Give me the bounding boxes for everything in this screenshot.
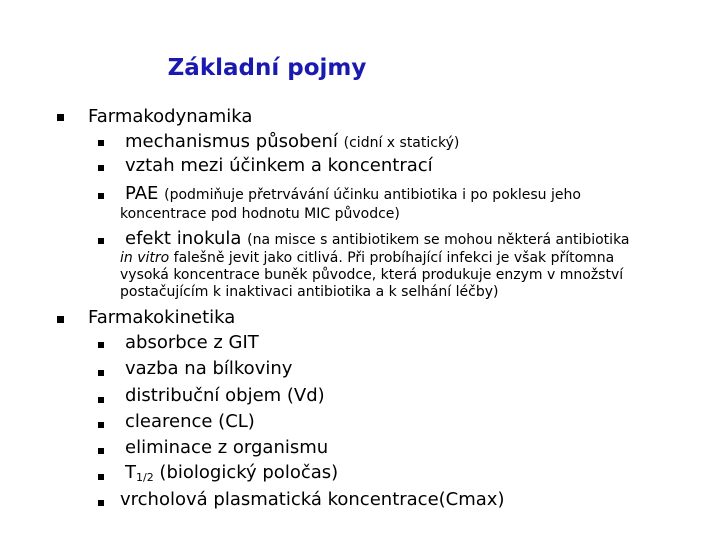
item-efekt-continuation-2: vysoká koncentrace buněk původce, která produkuje enzym v množství: [120, 267, 624, 283]
bullet-square-icon: [98, 474, 104, 480]
bullet-square-icon: [98, 500, 104, 506]
item-efekt-inokula: [125, 228, 630, 251]
bullet-square-icon: [98, 422, 104, 428]
item-main-text: efekt inokula: [125, 228, 242, 249]
heading-farmakokinetika: Farmakokinetika: [88, 307, 236, 328]
bullet-square-icon: [98, 370, 104, 376]
continuation-text: falešně jevit jako citlivá. Při probíhající infekci je však přítomna: [169, 250, 615, 266]
item-mechanismus: [125, 131, 459, 154]
item-pae: [125, 183, 581, 206]
item-efekt-continuation-3: postačujícím k inaktivaci antibiotika a k selhání léčby): [120, 284, 499, 300]
item-main-text: mechanismus působení: [125, 131, 338, 152]
item-half-life: [125, 462, 338, 489]
bullet-square-icon: [98, 238, 104, 244]
bullet-square-icon: [57, 114, 64, 121]
item-note: (podmiňuje přetrvávání účinku antibiotika i po poklesu jeho: [164, 187, 581, 203]
bullet-square-icon: [98, 397, 104, 403]
item-vazba: vazba na bílkoviny: [125, 358, 293, 379]
bullet-square-icon: [98, 448, 104, 454]
bullet-square-icon: [98, 193, 104, 199]
bullet-square-icon: [98, 140, 104, 146]
bullet-square-icon: [98, 165, 104, 171]
item-main-text: PAE: [125, 183, 159, 204]
half-life-text: (biologický poločas): [153, 462, 339, 483]
italic-in-vitro: in vitro: [120, 250, 170, 266]
item-clearence: clearence (CL): [125, 411, 255, 432]
item-cmax: vrcholová plasmatická koncentrace(Cmax): [120, 489, 505, 510]
heading-farmakodynamika: Farmakodynamika: [88, 106, 253, 127]
half-life-subscript: 1/2: [136, 471, 154, 484]
item-note: (cidní x statický): [343, 135, 460, 151]
item-note: (na misce s antibiotikem se mohou některá antibiotika: [247, 232, 630, 248]
slide-title: Základní pojmy: [167, 55, 367, 81]
item-distribucni-objem: distribuční objem (Vd): [125, 385, 325, 406]
bullet-square-icon: [57, 316, 64, 323]
half-life-symbol: T: [125, 462, 136, 483]
item-vztah: vztah mezi účinkem a koncentrací: [125, 155, 433, 176]
item-eliminace: eliminace z organismu: [125, 437, 329, 458]
item-absorbce: absorbce z GIT: [125, 332, 259, 353]
bullet-square-icon: [98, 342, 104, 348]
item-pae-continuation: koncentrace pod hodnotu MIC původce): [120, 206, 400, 222]
